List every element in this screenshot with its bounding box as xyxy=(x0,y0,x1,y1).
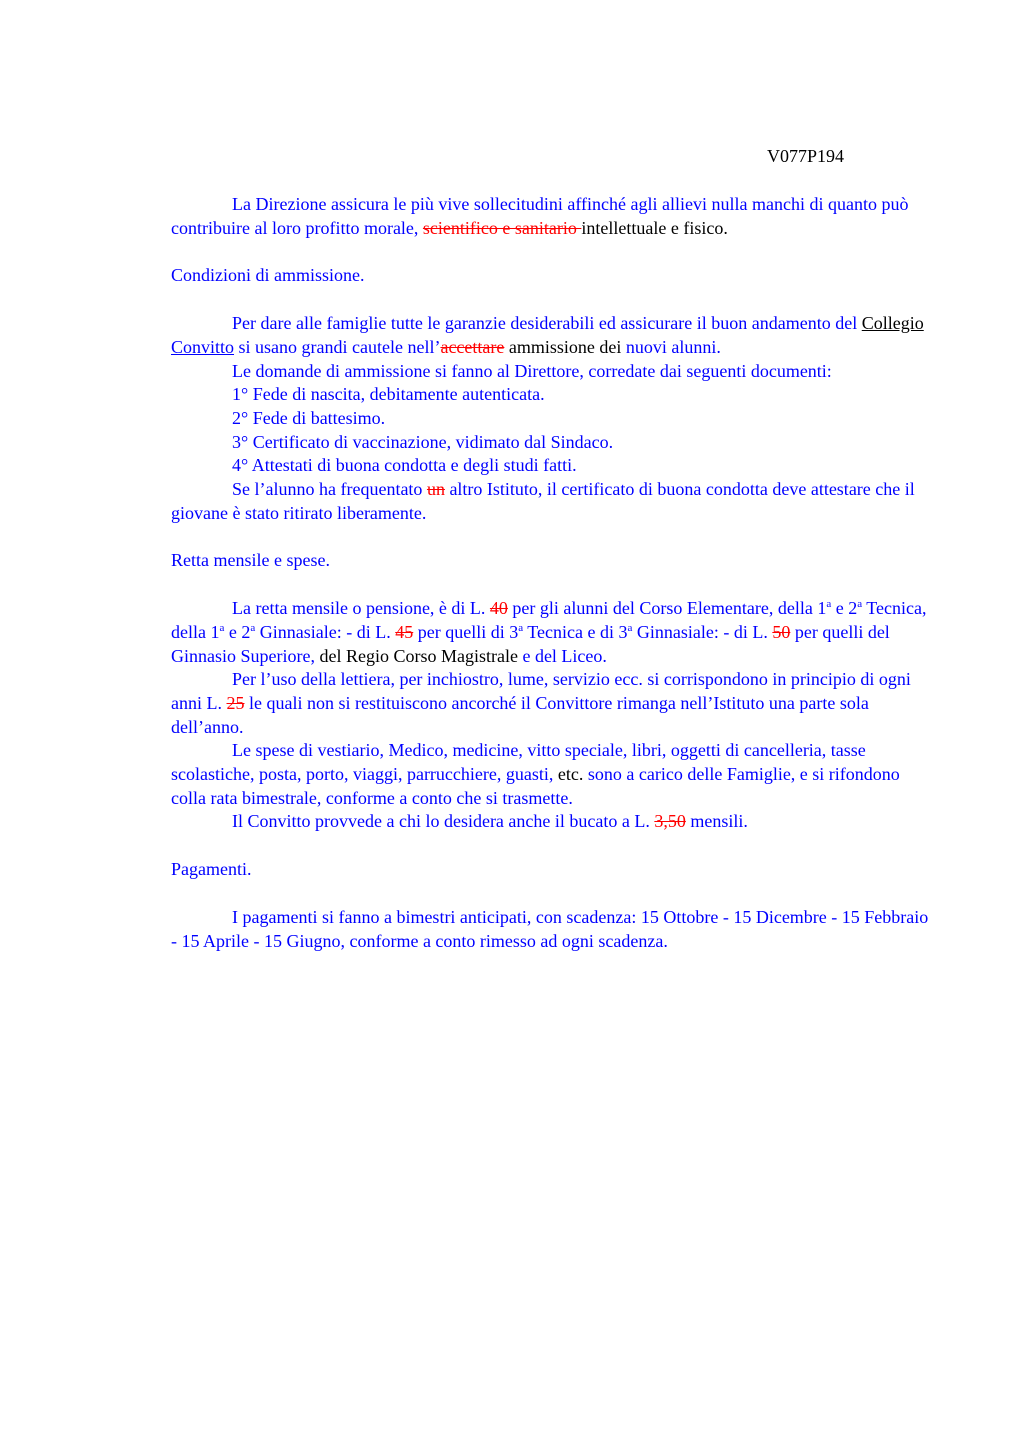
underlined-text: Convitto xyxy=(171,336,235,357)
paragraph-direction: La Direzione assicura le più vive sollecitudini affinché agli allievi nulla manchi di quanto può contribuire al loro profitto morale, scientifico e sanitario intellettuale e fisico. xyxy=(171,194,909,238)
document-reference-code: V077P194 xyxy=(766,146,844,166)
underlined-text: Collegio xyxy=(861,313,924,334)
paragraph-other-institute: Se l’alunno ha frequentato un altro Istituto, il certificato di buona condotta deve attestare che il giovane è stato ritirato liberamente. xyxy=(171,479,915,523)
original-text: del Regio Corso Magistrale xyxy=(314,645,518,666)
document-body xyxy=(171,145,931,953)
list-item: 3° Certificato di vaccinazione, vidimato dal Sindaco. xyxy=(232,431,614,452)
deleted-text: un xyxy=(426,479,445,500)
original-text: ammissione dei xyxy=(504,336,622,357)
original-text: etc. xyxy=(553,764,584,785)
paragraph-laundry: Il Convitto provvede a chi lo desidera anche il bucato a L. 3,50 mensili. xyxy=(232,811,748,832)
deleted-text: scientifico e sanitario xyxy=(422,217,582,238)
paragraph-applications: Le domande di ammissione si fanno al Direttore, corredate dai seguenti documenti: xyxy=(232,360,832,381)
deleted-text: 25 xyxy=(226,692,245,713)
paragraph-monthly-fee: La retta mensile o pensione, è di L. 40 per gli alunni del Corso Elementare, della 1$^a$ e 2$^a$ Tecnica, della 1$^a$ e 2$^a$ Ginnasiale: - di L. 45 per quelli di 3$^a$ Tecnica e di 3$^a$ Ginnasiale: - di L. 50 per quelli del Ginnasio Superiore, del Regio Corso Magistrale e del Liceo. xyxy=(171,598,927,666)
deleted-text: 40 xyxy=(489,598,508,619)
list-item: 1° Fede di nascita, debitamente autenticata. xyxy=(232,384,545,405)
heading-admission: Condizioni di ammissione. xyxy=(171,265,365,286)
deleted-text: 50 xyxy=(772,621,791,642)
paragraph-bedding: Per l’uso della lettiera, per inchiostro, lume, servizio ecc. si corrispondono in principio di ogni anni L. 25 le quali non si restituiscono ancorché il Convittore rimanga nell’Istituto una parte sola dell’anno. xyxy=(171,669,911,737)
list-item: 4° Attestati di buona condotta e degli studi fatti. xyxy=(232,455,577,476)
deleted-text: 3,50 xyxy=(654,811,686,832)
original-text: intellettuale e fisico. xyxy=(581,217,728,238)
heading-payments: Pagamenti. xyxy=(171,859,252,880)
deleted-text: 45 xyxy=(395,621,414,642)
heading-fees: Retta mensile e spese. xyxy=(171,550,330,571)
paragraph-expenses: Le spese di vestiario, Medico, medicine, vitto speciale, libri, oggetti di cancelleria, tasse scolastiche, posta, porto, viaggi, parrucchiere, guasti, etc. sono a carico delle Famiglie, e si rifondono colla rata bimestrale, conforme a conto che si trasmette. xyxy=(171,740,900,808)
deleted-text: accettare xyxy=(440,336,505,357)
list-item: 2° Fede di battesimo. xyxy=(232,407,386,428)
paragraph-payments: I pagamenti si fanno a bimestri anticipati, con scadenza: 15 Ottobre - 15 Dicembre - 15 Febbraio - 15 Aprile - 15 Giugno, conforme a conto rimesso ad ogni scadenza. xyxy=(171,906,929,951)
paragraph-guarantees: Per dare alle famiglie tutte le garanzie desiderabili ed assicurare il buon andamento del Collegio Convitto si usano grandi cautele nell’accettare ammissione dei nuovi alunni. xyxy=(171,313,924,357)
